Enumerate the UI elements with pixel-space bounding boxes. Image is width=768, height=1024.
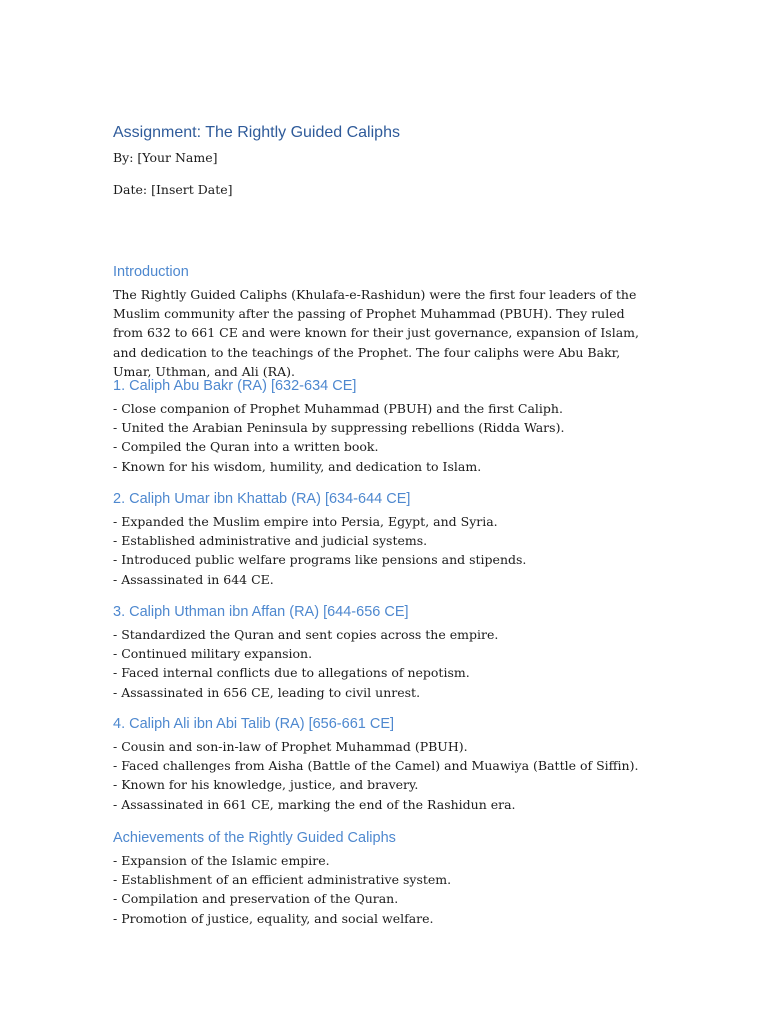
list-item: - Faced internal conflicts due to allegations of nepotism. <box>113 663 673 682</box>
list-item: - Compilation and preservation of the Quran. <box>113 889 673 908</box>
list-item: - Close companion of Prophet Muhammad (PBUH) and the first Caliph. <box>113 399 673 418</box>
list-item: - Assassinated in 661 CE, marking the end of the Rashidun era. <box>113 795 673 814</box>
introduction-heading: Introduction <box>113 264 189 280</box>
list-item: - Expanded the Muslim empire into Persia, Egypt, and Syria. <box>113 512 673 531</box>
document-title: Assignment: The Rightly Guided Caliphs <box>113 124 400 141</box>
date-line: Date: [Insert Date] <box>113 182 233 197</box>
list-item: - Continued military expansion. <box>113 644 673 663</box>
list-item: - Cousin and son-in-law of Prophet Muhammad (PBUH). <box>113 737 673 756</box>
section-achievements <box>113 830 673 928</box>
list-item: - Faced challenges from Aisha (Battle of the Camel) and Muawiya (Battle of Siffin). <box>113 756 673 775</box>
bullet-list <box>113 851 673 928</box>
list-item: - Known for his wisdom, humility, and dedication to Islam. <box>113 457 673 476</box>
list-item: - United the Arabian Peninsula by suppressing rebellions (Ridda Wars). <box>113 418 673 437</box>
section-heading: 2. Caliph Umar ibn Khattab (RA) [634-644 CE] <box>113 491 411 507</box>
list-item: - Introduced public welfare programs like pensions and stipends. <box>113 550 673 569</box>
bullet-list <box>113 737 673 814</box>
section-umar <box>113 491 673 589</box>
section-abu-bakr <box>113 378 673 476</box>
author-line: By: [Your Name] <box>113 150 218 165</box>
bullet-list <box>113 512 673 589</box>
bullet-list <box>113 399 673 476</box>
section-heading: Achievements of the Rightly Guided Caliphs <box>113 830 396 846</box>
list-item: - Promotion of justice, equality, and social welfare. <box>113 909 673 928</box>
list-item: - Established administrative and judicial systems. <box>113 531 673 550</box>
section-heading: 4. Caliph Ali ibn Abi Talib (RA) [656-661 CE] <box>113 716 395 732</box>
list-item: - Assassinated in 644 CE. <box>113 570 673 589</box>
list-item: - Known for his knowledge, justice, and bravery. <box>113 775 673 794</box>
list-item: - Expansion of the Islamic empire. <box>113 851 673 870</box>
section-ali <box>113 716 673 814</box>
list-item: - Standardized the Quran and sent copies across the empire. <box>113 625 673 644</box>
list-item: - Establishment of an efficient administrative system. <box>113 870 673 889</box>
list-item: - Assassinated in 656 CE, leading to civil unrest. <box>113 683 673 702</box>
introduction-paragraph: The Rightly Guided Caliphs (Khulafa-e-Rashidun) were the first four leaders of the Muslim community after the passing of Prophet Muhammad (PBUH). They ruled from 632 to 661 CE and were known for their just governance, expansion of Islam, and dedication to the teachings of the Prophet. The four caliphs were Abu Bakr, Umar, Uthman, and Ali (RA). <box>113 287 639 379</box>
list-item: - Compiled the Quran into a written book. <box>113 437 673 456</box>
section-heading: 3. Caliph Uthman ibn Affan (RA) [644-656 CE] <box>113 604 409 620</box>
introduction-section <box>113 264 673 381</box>
section-heading: 1. Caliph Abu Bakr (RA) [632-634 CE] <box>113 378 357 394</box>
bullet-list <box>113 625 673 702</box>
section-uthman <box>113 604 673 702</box>
